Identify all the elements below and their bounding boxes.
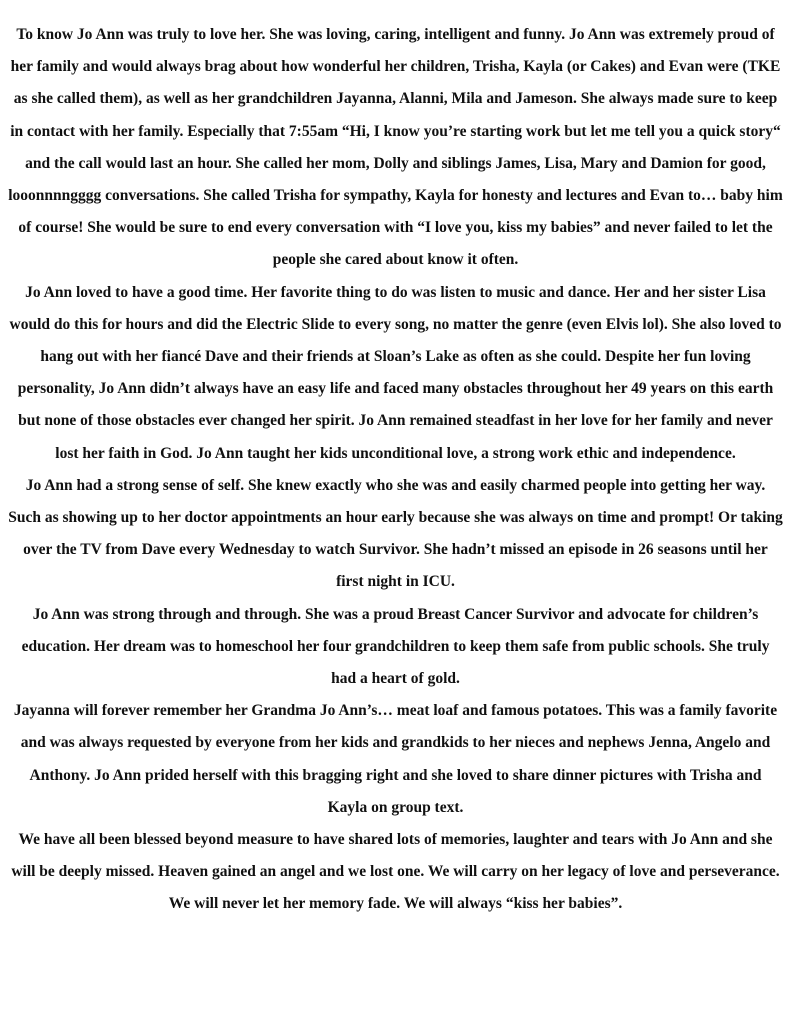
- paragraph-sense-of-self: Jo Ann had a strong sense of self. She knew exactly who she was and easily charmed people into getting her way. Such as showing up to her doctor appointments an hour early because she was always on time and prompt! Or taking over the TV from Dave every Wednesday to watch Survivor. She hadn’t missed an episode in 26 seasons until her first night in ICU.: [8, 476, 783, 591]
- paragraph-family: To know Jo Ann was truly to love her. She was loving, caring, intelligent and funny. Jo Ann was extremely proud of her family and would always brag about how wonderful her children, Trisha, Kayla (or Cakes) and Evan were (TKE as she called them), as well as her grandchildren Jayanna, Alanni, Mila and Jameson. She always made sure to keep in contact with her family. Especially that 7:55am “Hi, I know you’re starting work but let me tell you a quick story“ and the call would last an hour. She called her mom, Dolly and siblings James, Lisa, Mary and Damion for good, looonnnngggg conversations. She called Trisha for sympathy, Kayla for honesty and lectures and Evan to… baby him of course! She would be sure to end every conversation with “I love you, kiss my babies” and never failed to let the people she cared about know it often.: [8, 26, 783, 269]
- paragraph-good-time: Jo Ann loved to have a good time. Her favorite thing to do was listen to music and dance. Her and her sister Lisa would do this for hours and did the Electric Slide to every song, no matter the genre (even Elvis lol). She also loved to hang out with her fiancé Dave and their friends at Sloan’s Lake as often as she could. Despite her fun loving personality, Jo Ann didn’t always have an easy life and faced many obstacles throughout her 49 years on this earth but none of those obstacles ever changed her spirit. Jo Ann remained steadfast in her love for her family and never lost her faith in God. Jo Ann taught her kids unconditional love, a strong work ethic and independence.: [9, 283, 782, 462]
- paragraph-blessed: We have all been blessed beyond measure to have shared lots of memories, laughter and tears with Jo Ann and she will be deeply missed. Heaven gained an angel and we lost one. We will carry on her legacy of love and perseverance. We will never let her memory fade. We will always “kiss her babies”.: [11, 831, 780, 913]
- document-body: [8, 19, 783, 921]
- paragraph-strength: Jo Ann was strong through and through. She was a proud Breast Cancer Survivor and advocate for children’s education. Her dream was to homeschool her four grandchildren to keep them safe from public schools. She truly had a heart of gold.: [21, 605, 770, 688]
- paragraph-meat-loaf: Jayanna will forever remember her Grandma Jo Ann’s… meat loaf and famous potatoes. This was a family favorite and was always requested by everyone from her kids and grandkids to her nieces and nephews Jenna, Angelo and Anthony. Jo Ann prided herself with this bragging right and she loved to share dinner pictures with Trisha and Kayla on group text.: [13, 702, 778, 816]
